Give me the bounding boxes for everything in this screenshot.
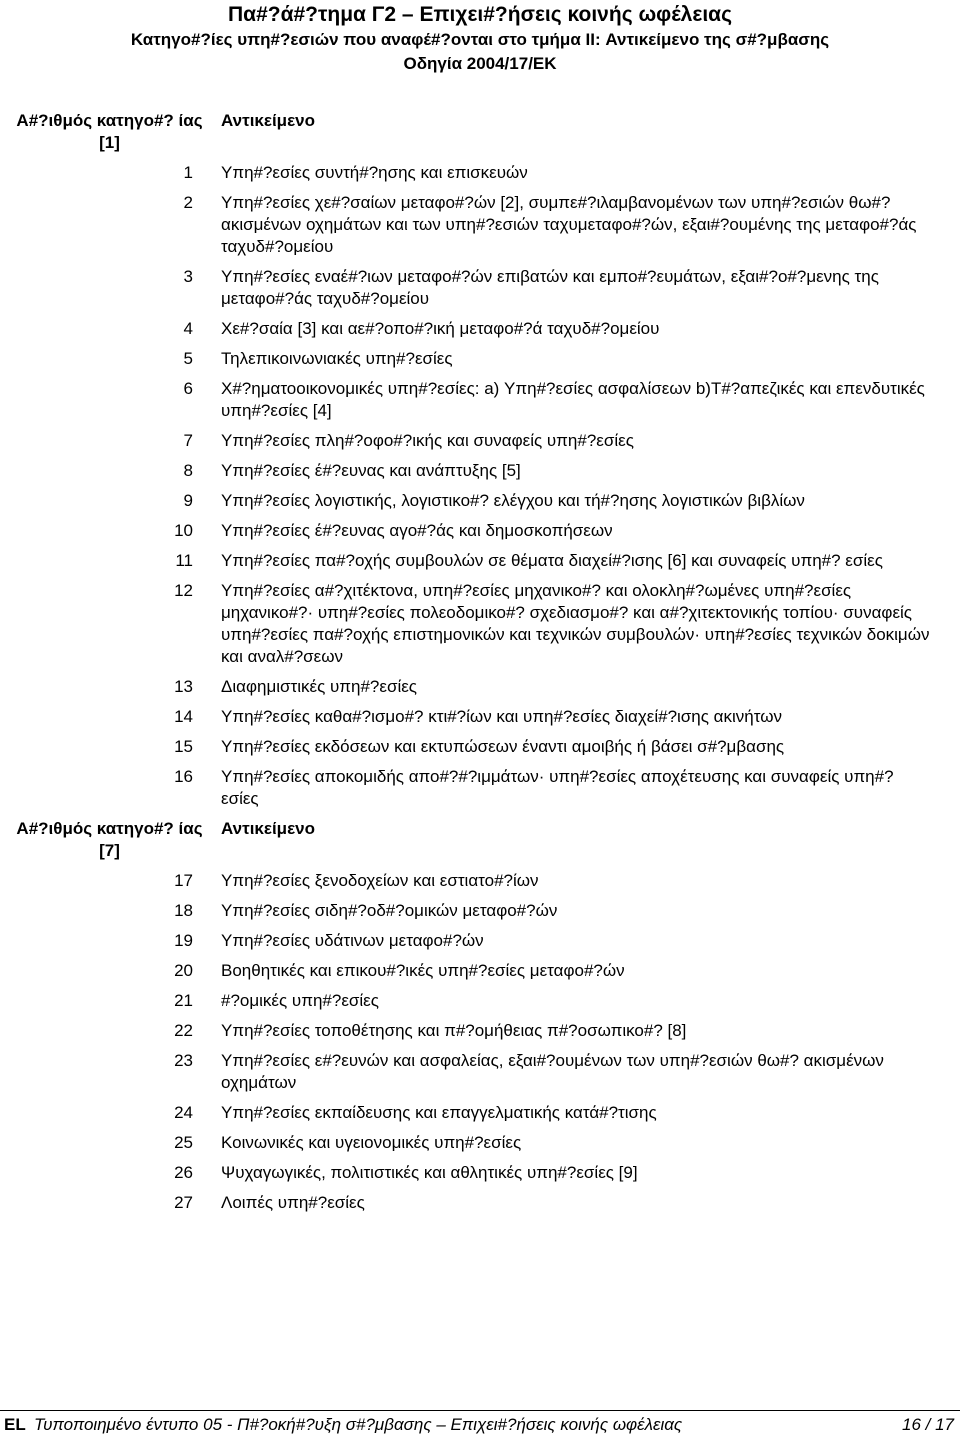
category-number: 21 bbox=[174, 991, 193, 1010]
category-description: Υπη#?εσίες σιδη#?οδ#?ομικών μεταφο#?ών bbox=[221, 901, 558, 920]
category-description: Υπη#?εσίες α#?χιτέκτονα, υπη#?εσίες μηχανικο#? και ολοκλη#?ωμένες υπη#?εσίες μηχανικο#?· υπη#?εσίες πολεοδομικο#? σχεδιασμο#? και α#?χιτεκτονικής τοπίου· συναφείς υπη#?εσίες πα#?οχής επιστημονικών και τεχνικών συμβουλών· υπη#?εσίες τεχνικών δοκιμών και αναλ#?σεων bbox=[221, 581, 930, 666]
category-description: Υπη#?εσίες πλη#?οφο#?ικής και συναφείς υπη#?εσίες bbox=[221, 431, 634, 450]
page-footer bbox=[0, 1410, 960, 1435]
table-row bbox=[12, 162, 942, 184]
category-number: 22 bbox=[174, 1021, 193, 1040]
table-row bbox=[12, 430, 942, 452]
table-header-section1 bbox=[12, 110, 942, 154]
table-row bbox=[12, 930, 942, 952]
category-number: 16 bbox=[174, 767, 193, 786]
category-description: Χ#?ηματοοικονομικές υπη#?εσίες: a) Υπη#?εσίες ασφαλίσεων b)Τ#?απεζικές και επενδυτικές υπη#?εσίες [4] bbox=[221, 379, 925, 420]
table-row bbox=[12, 706, 942, 728]
table-row bbox=[12, 378, 942, 422]
categories-table bbox=[12, 110, 942, 1222]
category-number: 13 bbox=[174, 677, 193, 696]
table-row bbox=[12, 490, 942, 512]
subject-header: Αντικείμενο bbox=[221, 819, 315, 838]
category-number: 11 bbox=[175, 551, 193, 570]
page-number: 16 / 17 bbox=[902, 1415, 954, 1434]
table-row bbox=[12, 266, 942, 310]
category-description: Υπη#?εσίες συντή#?ησης και επισκευών bbox=[221, 163, 528, 182]
category-number: 25 bbox=[174, 1133, 193, 1152]
category-description: Υπη#?εσίες χε#?σαίων μεταφο#?ών [2], συμπε#?ιλαμβανομένων των υπη#?εσιών θω#?ακισμένων οχημάτων και των υπη#?εσιών ταχυμεταφο#?ών, εξαι#?ουμένης της μεταφο#?άς ταχυδ#?ομείου bbox=[221, 193, 917, 256]
language-code: EL bbox=[4, 1415, 26, 1434]
table-header-section2 bbox=[12, 818, 942, 862]
category-number: 23 bbox=[174, 1051, 193, 1070]
category-description: Υπη#?εσίες υδάτινων μεταφο#?ών bbox=[221, 931, 484, 950]
category-description: Υπη#?εσίες καθα#?ισμο#? κτι#?ίων και υπη#?εσίες διαχεί#?ισης ακινήτων bbox=[221, 707, 782, 726]
category-number: 6 bbox=[183, 379, 193, 398]
table-row bbox=[12, 766, 942, 810]
category-number: 15 bbox=[174, 737, 193, 756]
category-number: 17 bbox=[174, 871, 193, 890]
table-row bbox=[12, 580, 942, 668]
table-row bbox=[12, 736, 942, 758]
table-row bbox=[12, 1050, 942, 1094]
table-row bbox=[12, 960, 942, 982]
category-description: Κοινωνικές και υγειονομικές υπη#?εσίες bbox=[221, 1133, 522, 1152]
category-number: 3 bbox=[183, 267, 193, 286]
subject-header: Αντικείμενο bbox=[221, 111, 315, 130]
category-description: Υπη#?εσίες ε#?ευνών και ασφαλείας, εξαι#?ουμένων των υπη#?εσιών θω#? ακισμένων οχημάτων bbox=[221, 1051, 884, 1092]
table-row bbox=[12, 550, 942, 572]
table-row bbox=[12, 1192, 942, 1214]
category-description: Ψυχαγωγικές, πολιτιστικές και αθλητικές υπη#?εσίες [9] bbox=[221, 1163, 638, 1182]
category-description: Υπη#?εσίες εκπαίδευσης και επαγγελματικής κατά#?τισης bbox=[221, 1103, 657, 1122]
category-number: 9 bbox=[183, 491, 193, 510]
table-row bbox=[12, 1102, 942, 1124]
table-row bbox=[12, 990, 942, 1012]
category-number: 10 bbox=[174, 521, 193, 540]
table-body-section2 bbox=[12, 870, 942, 1214]
category-description: Υπη#?εσίες πα#?οχής συμβουλών σε θέματα διαχεί#?ισης [6] και συναφείς υπη#? εσίες bbox=[221, 551, 883, 570]
category-description: Υπη#?εσίες αποκομιδής απο#?#?ιμμάτων· υπη#?εσίες αποχέτευσης και συναφείς υπη#?εσίες bbox=[221, 767, 894, 808]
table-row bbox=[12, 676, 942, 698]
category-description: Υπη#?εσίες ξενοδοχείων και εστιατο#?ίων bbox=[221, 871, 539, 890]
category-number: 4 bbox=[183, 319, 193, 338]
table-row bbox=[12, 1020, 942, 1042]
table-row bbox=[12, 900, 942, 922]
category-number: 24 bbox=[174, 1103, 193, 1122]
table-row bbox=[12, 1132, 942, 1154]
table-row bbox=[12, 192, 942, 258]
category-number: 7 bbox=[183, 431, 193, 450]
category-description: Βοηθητικές και επικου#?ικές υπη#?εσίες μεταφο#?ών bbox=[221, 961, 625, 980]
table-body-section1 bbox=[12, 162, 942, 810]
category-number-header: Α#?ιθμός κατηγο#? ίας [7] bbox=[16, 819, 203, 860]
directive-reference: Οδηγία 2004/17/ΕΚ bbox=[403, 54, 557, 73]
category-number: 12 bbox=[174, 581, 193, 600]
category-number: 1 bbox=[183, 163, 193, 182]
category-number-header: Α#?ιθμός κατηγο#? ίας [1] bbox=[16, 111, 203, 152]
table-row bbox=[12, 318, 942, 340]
category-number: 27 bbox=[174, 1193, 193, 1212]
category-number: 26 bbox=[174, 1163, 193, 1182]
category-description: Λοιπές υπη#?εσίες bbox=[221, 1193, 365, 1212]
category-description: Χε#?σαία [3] και αε#?οπο#?ική μεταφο#?ά ταχυδ#?ομείου bbox=[221, 319, 660, 338]
category-number: 14 bbox=[174, 707, 193, 726]
category-number: 19 bbox=[174, 931, 193, 950]
category-number: 18 bbox=[174, 901, 193, 920]
category-number: 5 bbox=[183, 349, 193, 368]
category-number: 20 bbox=[174, 961, 193, 980]
table-row bbox=[12, 870, 942, 892]
document-header bbox=[0, 0, 960, 75]
category-number: 8 bbox=[183, 461, 193, 480]
form-name: Τυποποιημένο έντυπο 05 - Π#?οκή#?υξη σ#?μβασης – Επιχει#?ήσεις κοινής ωφέλειας bbox=[34, 1415, 683, 1434]
category-description: Υπη#?εσίες έ#?ευνας αγο#?άς και δημοσκοπήσεων bbox=[221, 521, 613, 540]
table-row bbox=[12, 348, 942, 370]
category-description: Υπη#?εσίες λογιστικής, λογιστικο#? ελέγχου και τή#?ησης λογιστικών βιβλίων bbox=[221, 491, 805, 510]
table-row bbox=[12, 520, 942, 542]
category-description: Υπη#?εσίες έ#?ευνας και ανάπτυξης [5] bbox=[221, 461, 521, 480]
category-description: Υπη#?εσίες εκδόσεων και εκτυπώσεων έναντι αμοιβής ή βάσει σ#?μβασης bbox=[221, 737, 785, 756]
table-row bbox=[12, 460, 942, 482]
page-subtitle: Κατηγο#?ίες υπη#?εσιών που αναφέ#?ονται στο τμήμα II: Αντικείμενο της σ#?μβασης bbox=[130, 30, 830, 49]
table-row bbox=[12, 1162, 942, 1184]
category-description: Υπη#?εσίες εναέ#?ιων μεταφο#?ών επιβατών και εμπο#?ευμάτων, εξαι#?ο#?μενης της μεταφο#?άς ταχυδ#?ομείου bbox=[221, 267, 879, 308]
category-description: Τηλεπικοινωνιακές υπη#?εσίες bbox=[221, 349, 453, 368]
category-description: #?ομικές υπη#?εσίες bbox=[221, 991, 379, 1010]
category-description: Υπη#?εσίες τοποθέτησης και π#?ομήθειας π#?οσωπικο#? [8] bbox=[221, 1021, 687, 1040]
category-description: Διαφημιστικές υπη#?εσίες bbox=[221, 677, 417, 696]
page-title: Πα#?ά#?τημα Γ2 – Επιχει#?ήσεις κοινής ωφέλειας bbox=[228, 3, 732, 26]
category-number: 2 bbox=[183, 193, 193, 212]
